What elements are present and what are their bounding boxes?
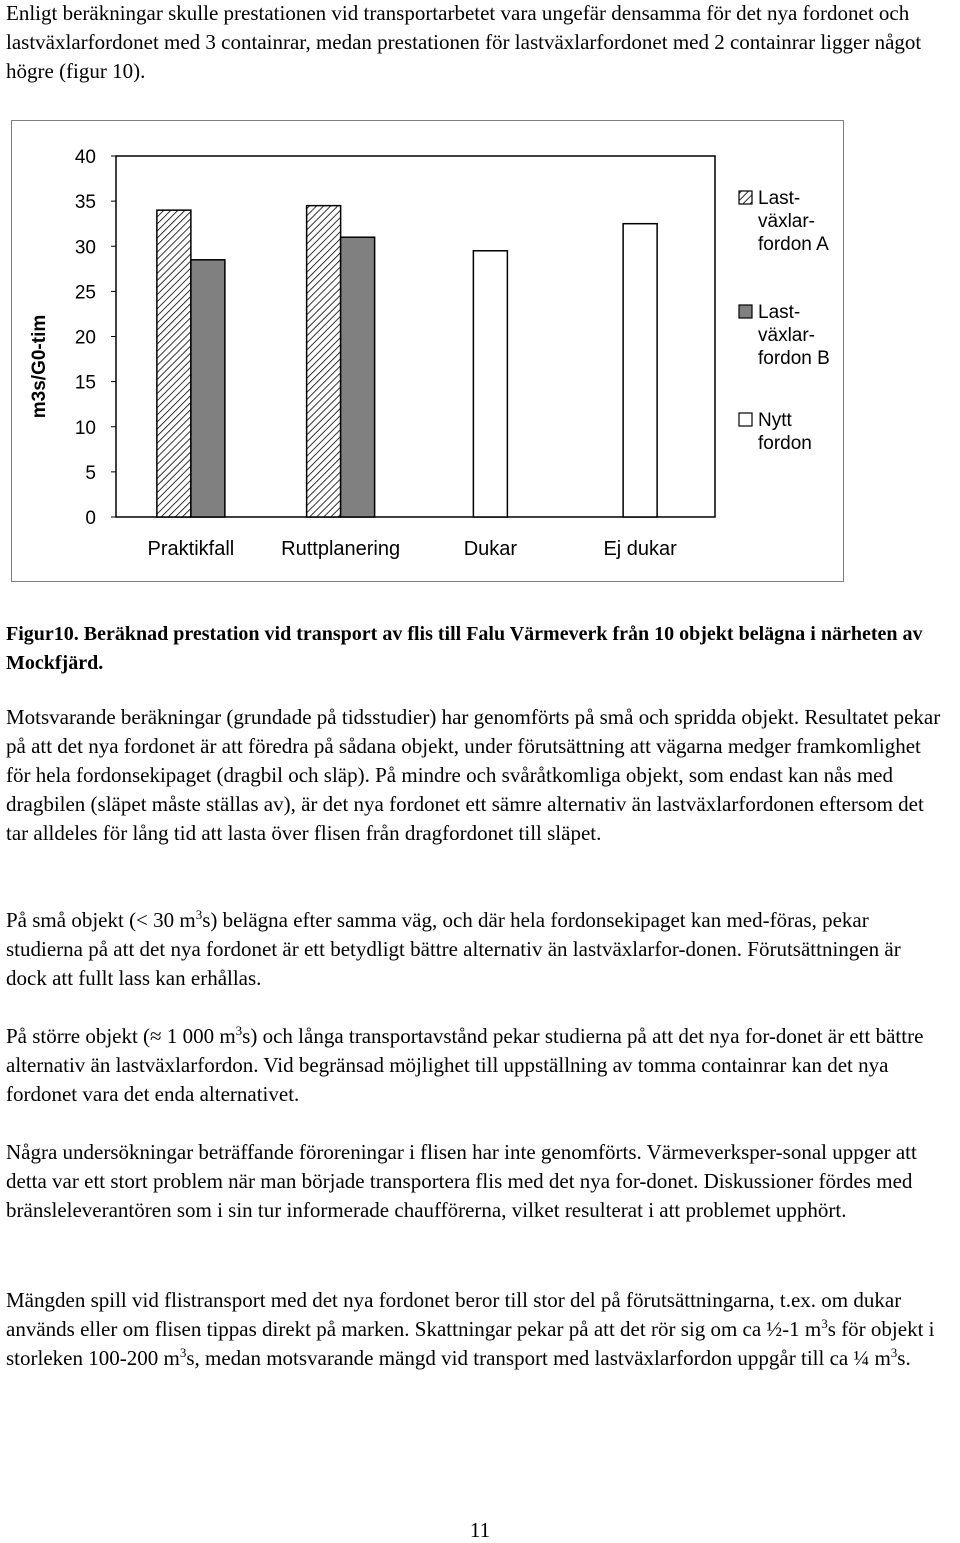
body-paragraph-3 — [6, 1022, 946, 1109]
superscript: 3 — [890, 1345, 898, 1360]
bar — [157, 210, 191, 517]
legend-label: växlar- — [758, 325, 816, 346]
y-axis-label: m3s/G0-tim — [29, 314, 50, 419]
legend-swatch — [739, 413, 752, 426]
bar — [623, 224, 657, 517]
x-tick-label: Dukar — [463, 538, 518, 560]
paragraph-text: s, medan motsvarande mängd vid transport med lastväxlarfordon uppgår till ca ¼ m — [186, 1346, 891, 1370]
bar — [191, 260, 225, 517]
x-tick-label: Ruttplanering — [281, 538, 401, 560]
paragraph-text: s) belägna efter samma väg, och där hela fordonsekipaget kan med-föras, pekar studierna på att det nya fordonet är ett betydligt bättre alternativ än lastväxlarfor-donen. Förutsättningen är dock att fullt lass kan erhållas. — [6, 908, 901, 990]
bar-chart — [12, 121, 845, 583]
superscript: 3 — [179, 1345, 187, 1360]
bar — [473, 251, 507, 517]
legend-label: Last- — [758, 302, 801, 323]
legend-label: fordon A — [758, 234, 829, 255]
legend-label: fordon B — [758, 348, 830, 369]
bar — [307, 206, 341, 517]
body-paragraph-5 — [6, 1286, 946, 1373]
x-tick-label: Ej dukar — [603, 538, 677, 560]
paragraph-text: s för objekt i storleken 100-200 m — [6, 1317, 935, 1370]
y-tick-label: 10 — [74, 417, 96, 439]
legend-label: Last- — [758, 188, 801, 209]
legend-label: växlar- — [758, 211, 816, 232]
legend-label: Nytt — [758, 410, 792, 431]
paragraph-text: På små objekt (< 30 m — [6, 908, 196, 932]
legend-swatch — [739, 191, 752, 204]
intro-paragraph: Enligt beräkningar skulle prestationen vid transportarbetet vara ungefär densamma för det nya fordonet och lastväxlarfordonet med 3 containrar, medan prestationen för lastväxlarfordonet med 2 containrar ligger något högre (figur 10). — [6, 1, 922, 83]
body-paragraph-1: Motsvarande beräkningar (grundade på tidsstudier) har genomförts på små och spridda objekt. Resultatet pekar på att det nya fordonet är att föredra på sådana objekt, under förutsättning att vägarna medger framkomlighet för hela fordonsekipaget (dragbil och släp). På mindre och svåråtkomliga objekt, som endast kan nås med dragbilen (släpet måste ställas av), är det nya fordonet ett sämre alternativ än lastväxlarfordonen eftersom det tar alldeles för lång tid att lasta över flisen från dragfordonet till släpet. — [6, 705, 941, 845]
y-tick-label: 35 — [74, 192, 96, 214]
paragraph-text: s. — [897, 1346, 911, 1370]
bar — [341, 237, 375, 517]
x-tick-label: Praktikfall — [147, 538, 235, 560]
y-tick-label: 0 — [85, 508, 96, 529]
page-number: 11 — [469, 1518, 491, 1542]
legend-swatch — [739, 305, 752, 318]
superscript: 3 — [821, 1316, 828, 1331]
figure-frame — [11, 120, 844, 582]
paragraph-text: s) och långa transportavstånd pekar studierna på att det nya for-donet är ett bättre alternativ än lastväxlarfordon. Vid begränsad möjlighet till uppställning av tomma containrar kan det nya fordonet vara det enda alternativet. — [6, 1024, 924, 1106]
body-paragraph-2 — [6, 906, 946, 993]
y-tick-label: 20 — [74, 327, 96, 349]
body-paragraph-4: Några undersökningar beträffande föroreningar i flisen har inte genomförts. Värmeverksper-sonal uppger att detta var ett stort problem när man började transportera flis med det nya for-donet. Diskussioner fördes med bränsleleverantören som i sin tur informerade chaufförerna, vilket resulterat i att problemet upphört. — [6, 1140, 917, 1222]
figure-caption: Figur10. Beräknad prestation vid transport av flis till Falu Värmeverk från 10 objekt belägna i närheten av Mockfjärd. — [6, 623, 923, 674]
superscript: 3 — [235, 1023, 243, 1038]
y-tick-label: 5 — [85, 462, 96, 484]
superscript: 3 — [195, 907, 203, 922]
legend-label: fordon — [758, 433, 812, 454]
y-tick-label: 25 — [74, 282, 96, 304]
paragraph-text: Mängden spill vid flistransport med det nya fordonet beror till stor del på förutsättningarna, t.ex. om dukar används eller om flisen tippas direkt på marken. Skattningar pekar på att det rör sig om ca ½-1 m — [6, 1288, 902, 1341]
paragraph-text: På större objekt (≈ 1 000 m — [6, 1024, 236, 1048]
y-tick-label: 30 — [74, 237, 96, 259]
y-tick-label: 15 — [74, 372, 96, 394]
y-tick-label: 40 — [74, 147, 96, 168]
